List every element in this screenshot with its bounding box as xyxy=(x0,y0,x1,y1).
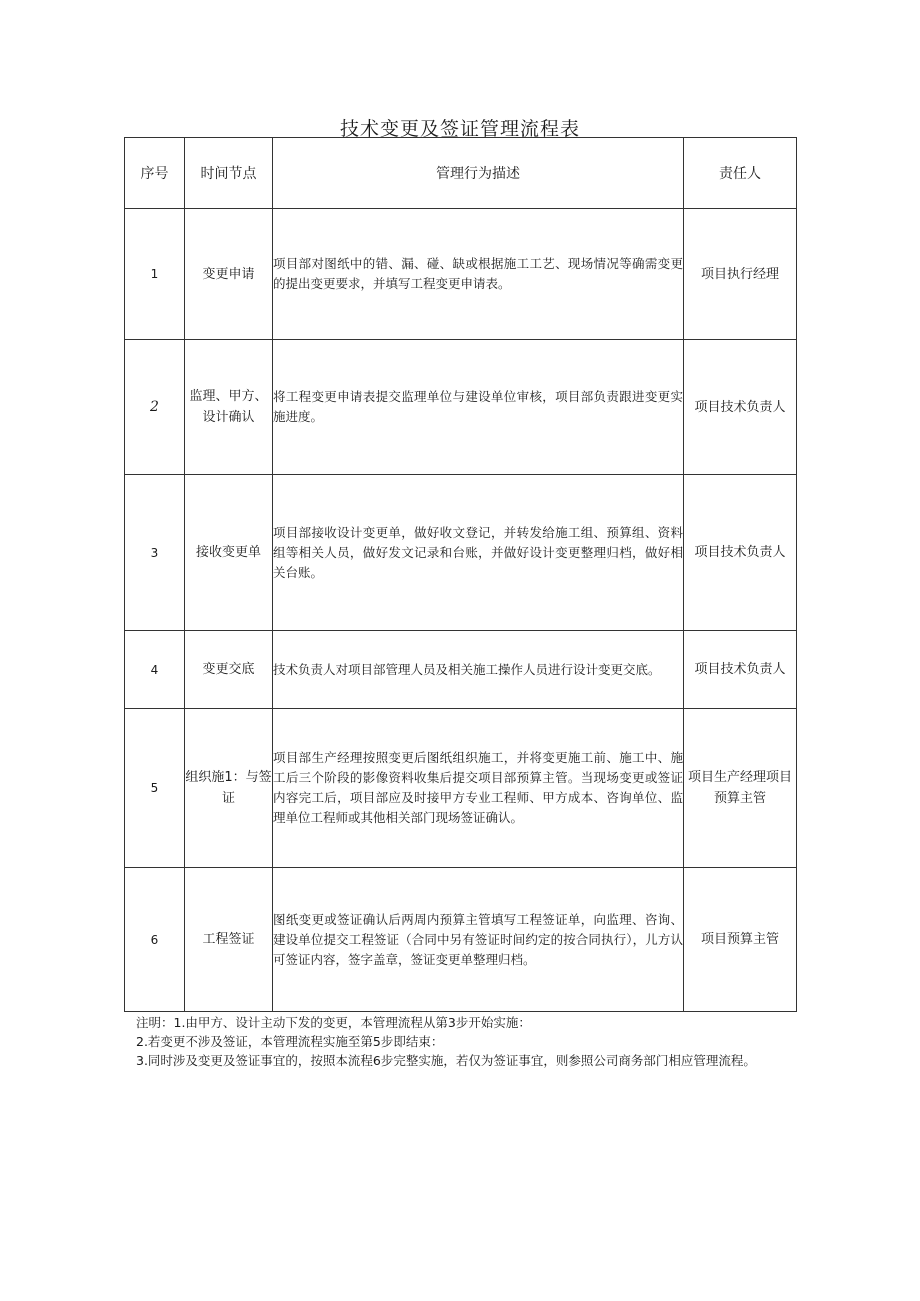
row-no: 6 xyxy=(125,868,185,1012)
row-owner: 项目技术负责人 xyxy=(684,475,797,631)
row-desc: 项目部对图纸中的错、漏、碰、缺或根据施工工艺、现场情况等确需变更的提出变更要求，并填写工程变更申请表。 xyxy=(273,209,684,340)
table-row xyxy=(125,475,797,631)
note-line: 注明：1.由甲方、设计主动下发的变更，本管理流程从第3步开始实施： xyxy=(136,1015,531,1030)
table-row xyxy=(125,209,797,340)
page-title: 技术变更及签证管理流程表 xyxy=(339,118,580,140)
row-node: 接收变更单 xyxy=(185,475,273,631)
row-desc: 项目部生产经理按照变更后图纸组织施工，并将变更施工前、施工中、施工后三个阶段的影像资料收集后提交项目部预算主管。当现场变更或签证内容完工后，项目部应及时接甲方专业工程师、甲方成本、咨询单位、监理单位工程师或其他相关部门现场签证确认。 xyxy=(273,709,684,868)
notes-section xyxy=(136,1013,796,1070)
row-desc: 图纸变更或签证确认后两周内预算主管填写工程签证单，向监理、咨询、建设单位提交工程签证（合同中另有签证时间约定的按合同执行），儿方认可签证内容，签字盖章，签证变更单整理归档。 xyxy=(273,868,684,1012)
table-row xyxy=(125,868,797,1012)
row-no: 2 xyxy=(125,340,185,475)
row-no: 3 xyxy=(125,475,185,631)
header-node: 时间节点 xyxy=(185,138,273,209)
row-desc: 项目部接收设计变更单，做好收文登记，并转发给施工组、预算组、资料组等相关人员，做好发文记录和台账，并做好设计变更整理归档，做好相关台账。 xyxy=(273,475,684,631)
row-no: 5 xyxy=(125,709,185,868)
row-node: 变更申请 xyxy=(185,209,273,340)
row-owner: 项目生产经理项目预算主管 xyxy=(684,709,797,868)
row-owner: 项目执行经理 xyxy=(684,209,797,340)
row-owner: 项目技术负责人 xyxy=(684,631,797,709)
header-no: 序号 xyxy=(125,138,185,209)
header-owner: 责任人 xyxy=(684,138,797,209)
process-table xyxy=(124,137,797,1012)
row-no: 4 xyxy=(125,631,185,709)
note-line: 2.若变更不涉及签证，本管理流程实施至第5步即结束： xyxy=(136,1034,444,1049)
note-line: 3.同时涉及变更及签证事宜的，按照本流程6步完整实施，若仅为签证事宜，则参照公司商务部门相应管理流程。 xyxy=(136,1053,756,1068)
row-node: 工程签证 xyxy=(185,868,273,1012)
row-node: 组织施1：与签证 xyxy=(185,709,273,868)
row-node: 监理、甲方、设计确认 xyxy=(185,340,273,475)
row-desc: 技术负责人对项目部管理人员及相关施工操作人员进行设计变更交底。 xyxy=(273,631,684,709)
table-row xyxy=(125,631,797,709)
table-row xyxy=(125,340,797,475)
row-desc: 将工程变更申请表提交监理单位与建设单位审核，项目部负责跟进变更实施进度。 xyxy=(273,340,684,475)
header-desc: 管理行为描述 xyxy=(273,138,684,209)
table-row xyxy=(125,709,797,868)
row-owner: 项目技术负责人 xyxy=(684,340,797,475)
row-owner: 项目预算主管 xyxy=(684,868,797,1012)
table-header-row xyxy=(125,138,797,209)
row-node: 变更交底 xyxy=(185,631,273,709)
row-no: 1 xyxy=(125,209,185,340)
